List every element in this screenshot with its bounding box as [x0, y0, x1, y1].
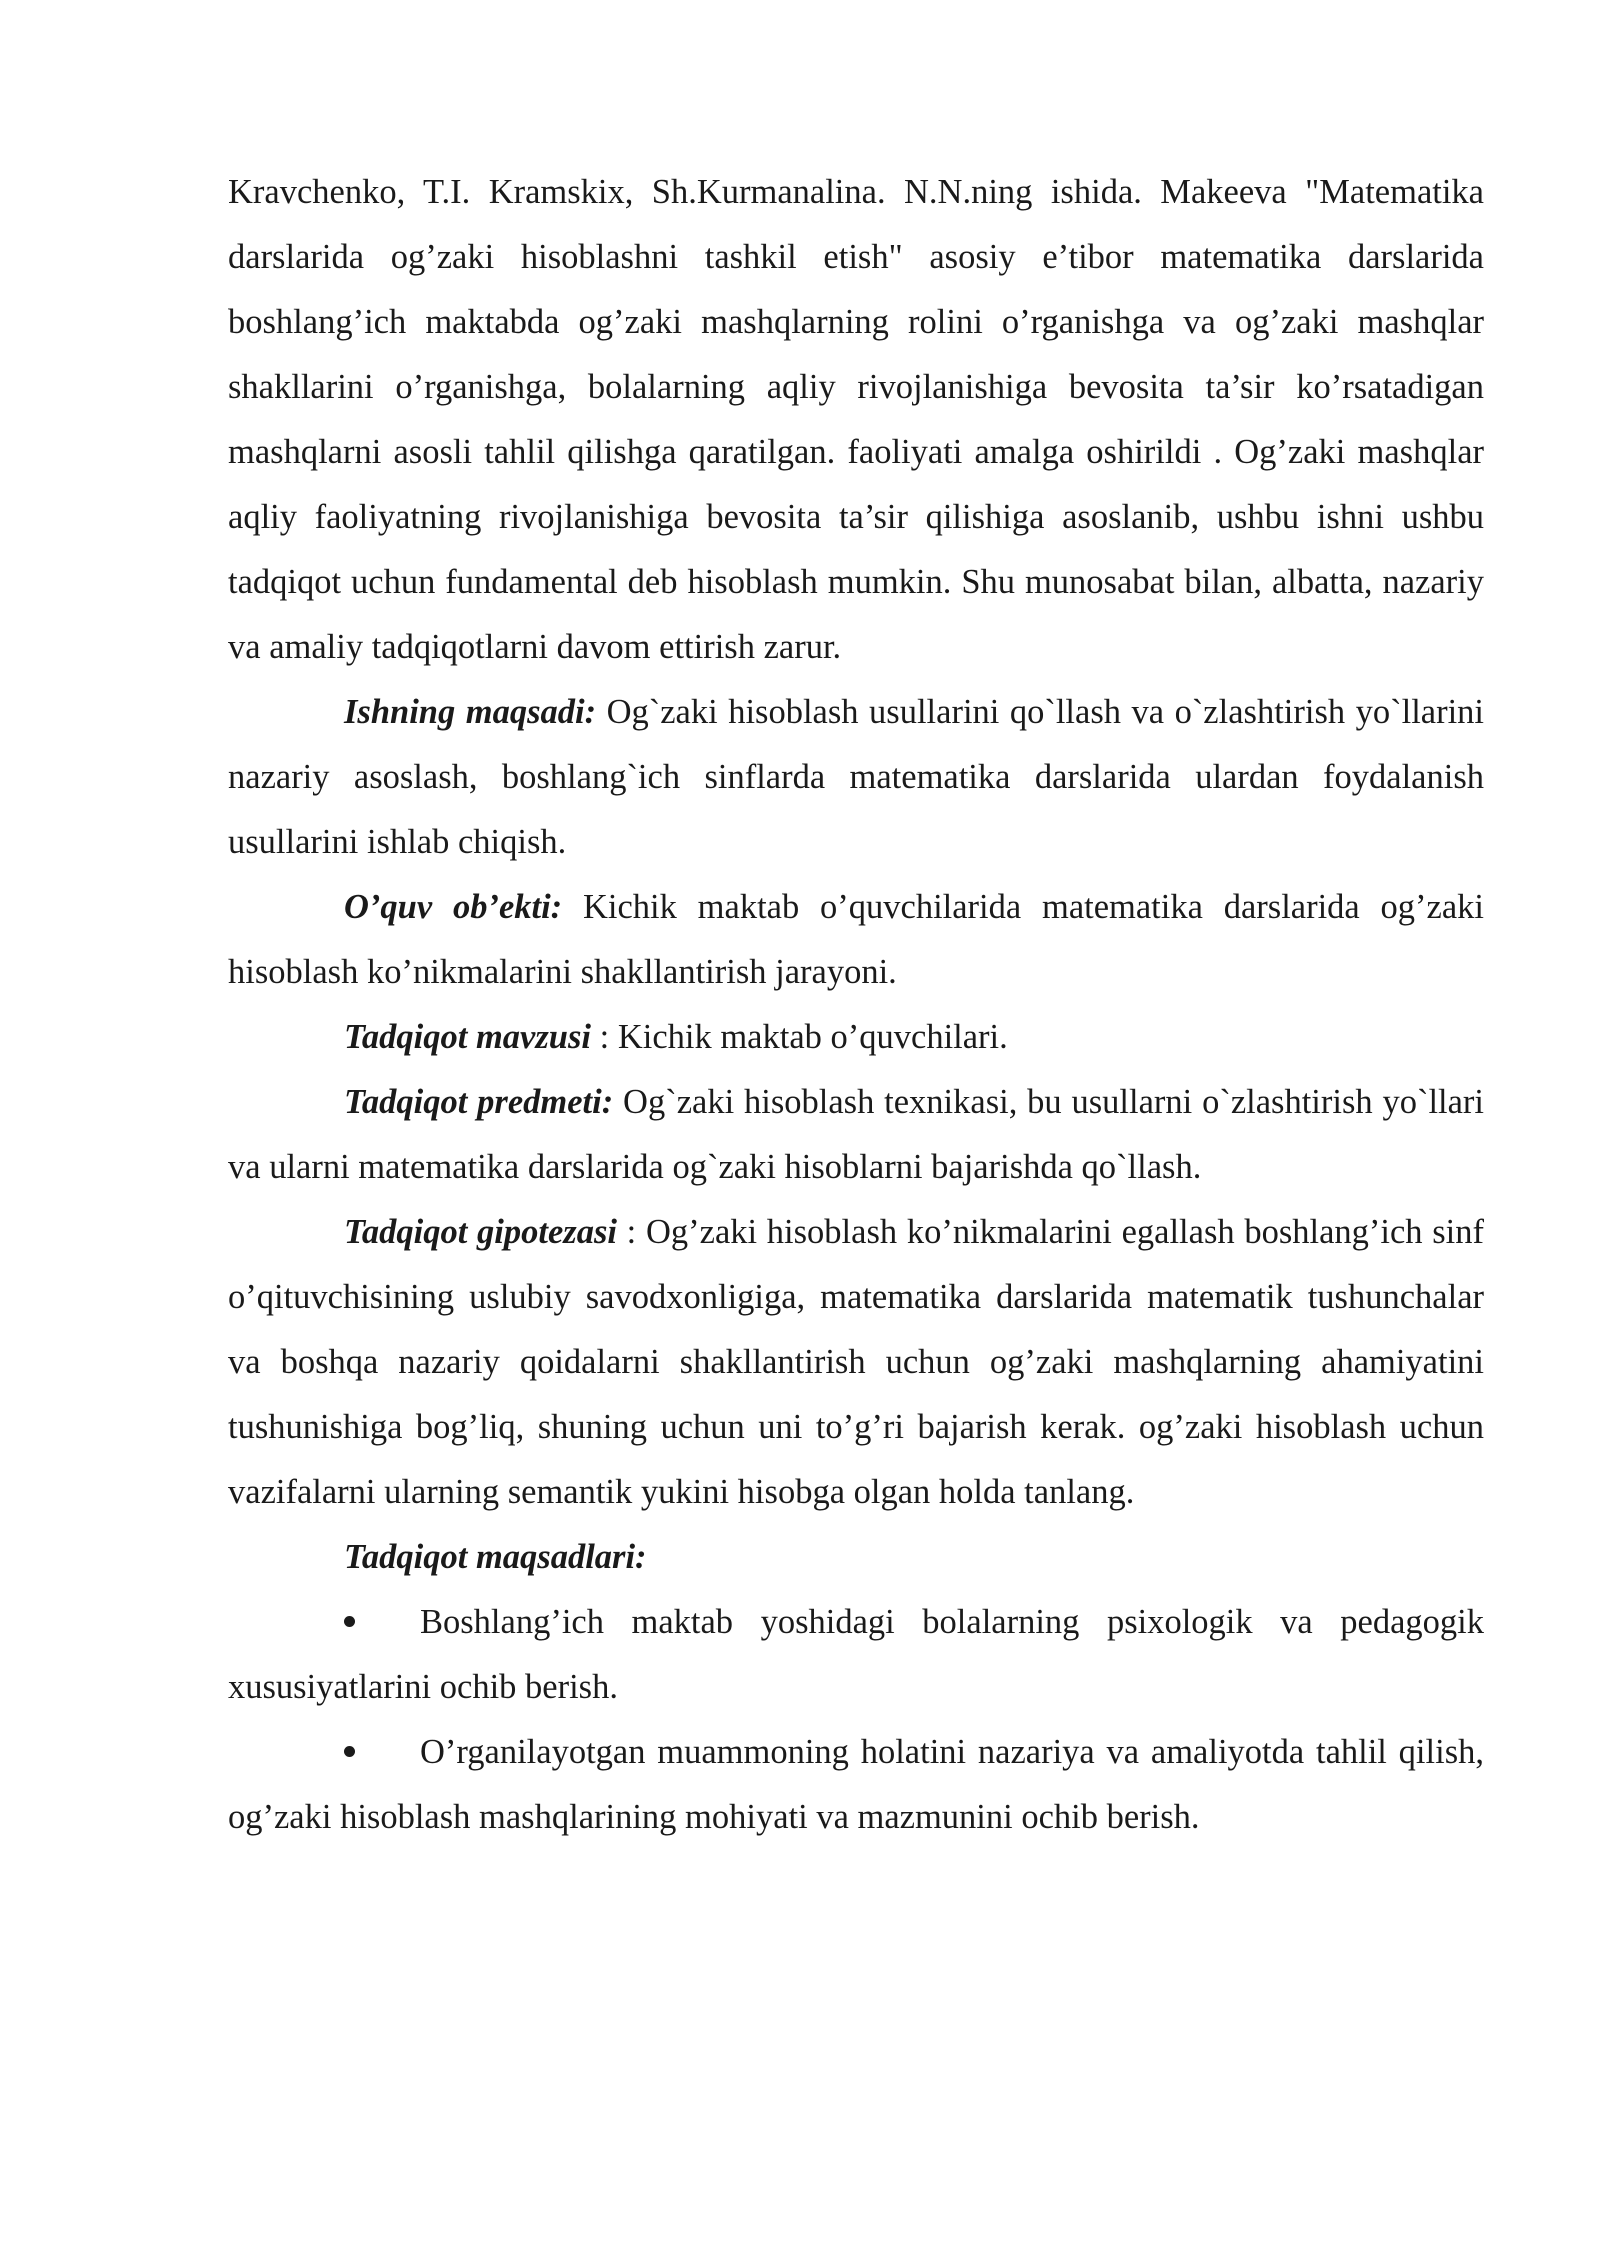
hypothesis-label: Tadqiqot gipotezasi	[344, 1213, 617, 1251]
tasks-label: Tadqiqot maqsadlari:	[344, 1538, 647, 1576]
topic-text: : Kichik maktab o’quvchilari.	[590, 1018, 1008, 1056]
object-label: O’quv ob’ekti:	[344, 888, 563, 926]
task-text-2: O’rganilayotgan muammoning holatini nazariya va amaliyotda tahlil qilish, og’zaki hisoblash mashqlarining mohiyati va mazmunini ochib berish.	[228, 1733, 1484, 1836]
goal-label: Ishning maqsadi:	[344, 693, 597, 731]
object-text: Kichik maktab o’quvchilarida matematika darslarida og’zaki hisoblash ko’nikmalarini shakllantirish jarayoni.	[228, 888, 1484, 991]
bullet-icon	[344, 1590, 420, 1655]
task-text-1: Boshlang’ich maktab yoshidagi bolalarning psixologik va pedagogik xususiyatlarini ochib berish.	[228, 1603, 1484, 1706]
tasks-heading	[228, 1525, 1484, 1590]
hypothesis-text: : Og’zaki hisoblash ko’nikmalarini egallash boshlang’ich sinf o’qituvchisining uslubiy savodxonligiga, matematika darslarida matematik tushunchalar va boshqa nazariy qoidalarni shakllantirish uchun og’zaki mashqlarning ahamiyatini tushunishiga bog’liq, shuning uchun uni to’g’ri bajarish kerak. og’zaki hisoblash uchun vazifalarni ularning semantik yukini hisobga olgan holda tanlang.	[228, 1213, 1485, 1511]
topic-paragraph	[228, 1005, 1484, 1070]
goal-text: Og`zaki hisoblash usullarini qo`llash va o`zlashtirish yo`llarini nazariy asoslash, boshlang`ich sinflarda matematika darslarida ulardan foydalanish usullarini ishlab chiqish.	[228, 693, 1484, 861]
object-paragraph	[228, 875, 1484, 1005]
list-item	[228, 1720, 1484, 1850]
hypothesis-paragraph	[228, 1200, 1484, 1525]
list-item	[228, 1590, 1484, 1720]
subject-text: Og`zaki hisoblash texnikasi, bu usullarni o`zlashtirish yo`llari va ularni matematika darslarida og`zaki hisoblarni bajarishda qo`llash.	[228, 1083, 1484, 1186]
subject-label: Tadqiqot predmeti:	[344, 1083, 614, 1121]
topic-label: Tadqiqot mavzusi	[344, 1018, 591, 1056]
goal-paragraph	[228, 680, 1484, 875]
document-page	[228, 160, 1484, 1850]
subject-paragraph	[228, 1070, 1484, 1200]
intro-paragraph: Kravchenko, T.I. Kramskix, Sh.Kurmanalina. N.N.ning ishida. Makeeva "Matematika darslarida og’zaki hisoblashni tashkil etish" asosiy e’tibor matematika darslarida boshlang’ich maktabda og’zaki mashqlarning rolini o’rganishga va og’zaki mashqlar shakllarini o’rganishga, bolalarning aqliy rivojlanishiga bevosita ta’sir ko’rsatadigan mashqlarni asosli tahlil qilishga qaratilgan. faoliyati amalga oshirildi . Og’zaki mashqlar aqliy faoliyatning rivojlanishiga bevosita ta’sir qilishiga asoslanib, ushbu ishni ushbu tadqiqot uchun fundamental deb hisoblash mumkin. Shu munosabat bilan, albatta, nazariy va amaliy tadqiqotlarni davom ettirish zarur.	[228, 173, 1484, 666]
bullet-icon	[344, 1720, 420, 1785]
